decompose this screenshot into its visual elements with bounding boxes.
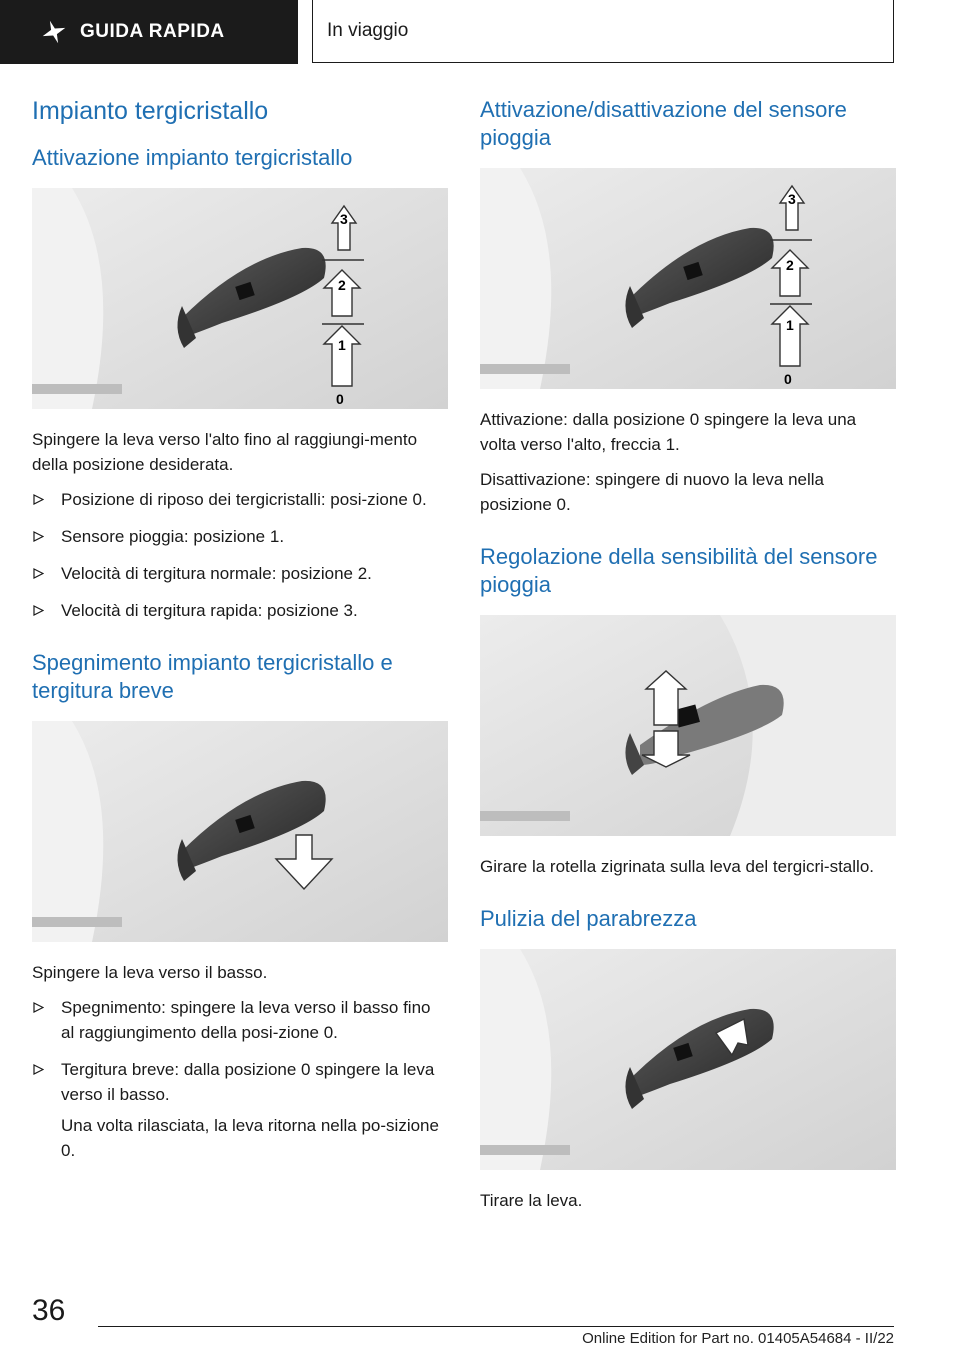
- list-item: [32, 524, 448, 549]
- heading-sensitivity: Regolazione della sensibilità del sensore pioggia: [480, 544, 878, 597]
- triangle-bullet-icon: [33, 531, 44, 542]
- list-item: [32, 995, 448, 1045]
- triangle-bullet-icon: [33, 494, 44, 505]
- list-item: [32, 598, 448, 623]
- list-item-text: Posizione di riposo dei tergicristalli: posi-zione 0.: [61, 490, 427, 509]
- figure-label-2: 2: [786, 257, 794, 273]
- footer-divider: [98, 1326, 894, 1327]
- paragraph-windshield: Tirare la leva.: [480, 1191, 583, 1210]
- list-item-text: Spegnimento: spingere la leva verso il basso fino al raggiungimento della posi-zione 0.: [61, 998, 431, 1042]
- heading-windshield: Pulizia del parabrezza: [480, 906, 697, 931]
- list-shutoff: [32, 995, 448, 1163]
- header-tab-label: GUIDA RAPIDA: [80, 21, 225, 42]
- paragraph-deactivation-sensor: Disattivazione: spingere di nuovo la leva nella posizione 0.: [480, 470, 824, 514]
- paragraph-activation: Spingere la leva verso l'alto fino al raggiungi-mento della posizione desiderata.: [32, 430, 418, 474]
- figure-label-0: 0: [336, 391, 344, 407]
- figure-label-3: 3: [788, 191, 796, 207]
- figure-label-0: 0: [784, 371, 792, 387]
- figure-wiper-positions: [32, 188, 448, 409]
- heading-shutoff: Spegnimento impianto tergicristallo e tergitura breve: [32, 650, 393, 703]
- figure-windshield: [480, 949, 896, 1170]
- figure-label-1: 1: [786, 317, 794, 333]
- list-positions: [32, 487, 448, 623]
- heading-rain-sensor: Attivazione/disattivazione del sensore pioggia: [480, 97, 847, 150]
- figure-wiper-down: [32, 721, 448, 942]
- figure-label-1: 1: [338, 337, 346, 353]
- right-column: [480, 96, 896, 1223]
- figure-sensitivity: [480, 615, 896, 836]
- left-column: [32, 96, 448, 1189]
- triangle-bullet-icon: [33, 1002, 44, 1013]
- list-item-text: Velocità di tergitura normale: posizione 2.: [61, 564, 372, 583]
- paragraph-shutoff: Spingere la leva verso il basso.: [32, 963, 268, 982]
- list-item-subtext: Una volta rilasciata, la leva ritorna nella po-sizione 0.: [61, 1116, 439, 1160]
- header-section-label: In viaggio: [327, 20, 409, 41]
- heading-activation: Attivazione impianto tergicristallo: [32, 145, 353, 170]
- header-tab[interactable]: [0, 0, 298, 64]
- figure-rain-sensor: [480, 168, 896, 389]
- car-sparkle-icon: [40, 16, 72, 48]
- triangle-bullet-icon: [33, 568, 44, 579]
- footer-edition: Online Edition for Part no. 01405A54684 - II/22: [582, 1330, 894, 1347]
- list-item: [32, 487, 448, 512]
- paragraph-sensitivity: Girare la rotella zigrinata sulla leva del tergicri-stallo.: [480, 857, 874, 876]
- list-item-text: Velocità di tergitura rapida: posizione 3.: [61, 601, 358, 620]
- triangle-bullet-icon: [33, 605, 44, 616]
- list-item: [32, 561, 448, 586]
- list-item: [32, 1057, 448, 1163]
- list-item-text: Sensore pioggia: posizione 1.: [61, 527, 285, 546]
- figure-label-3: 3: [340, 211, 348, 227]
- figure-label-2: 2: [338, 277, 346, 293]
- header-section: [312, 0, 894, 63]
- page-number: 36: [32, 1294, 66, 1327]
- triangle-bullet-icon: [33, 1064, 44, 1075]
- page-title: Impianto tergicristallo: [32, 97, 269, 125]
- list-item-text: Tergitura breve: dalla posizione 0 spingere la leva verso il basso.: [61, 1060, 435, 1104]
- paragraph-activation-sensor: Attivazione: dalla posizione 0 spingere la leva una volta verso l'alto, freccia 1.: [480, 410, 857, 454]
